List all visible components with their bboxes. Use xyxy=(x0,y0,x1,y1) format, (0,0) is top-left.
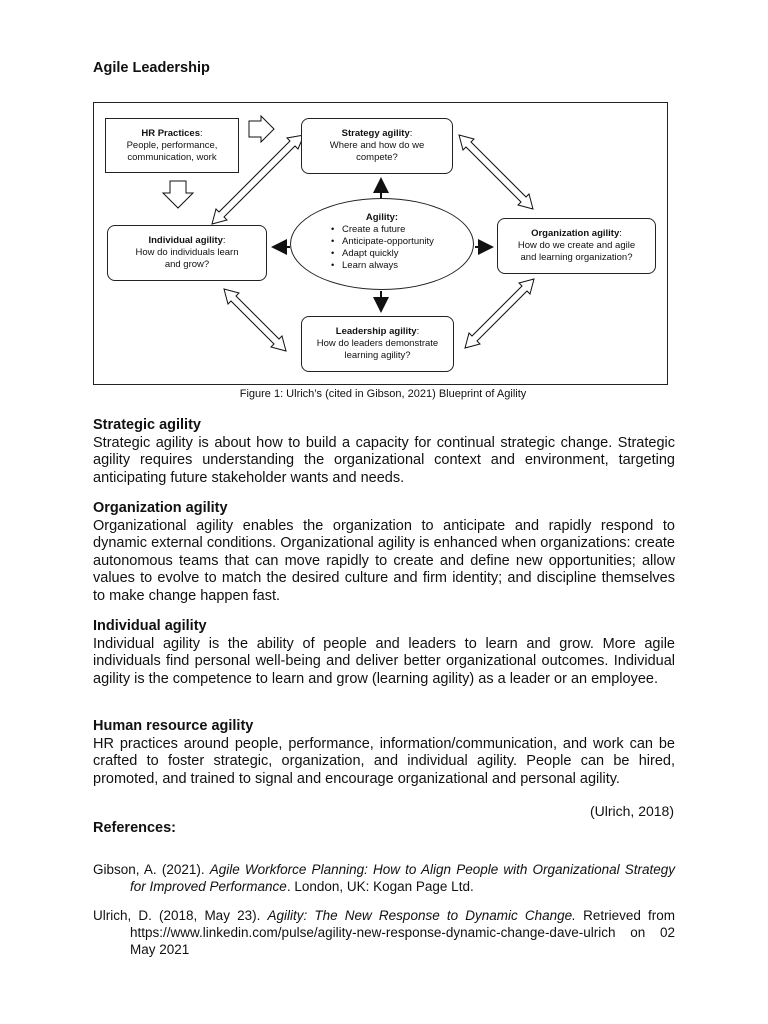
section-organization-agility xyxy=(93,500,675,605)
leadership-agility-title: Leadership agility xyxy=(335,326,417,337)
agility-blueprint-figure xyxy=(93,102,668,385)
source-citation: (Ulrich, 2018) xyxy=(589,803,674,819)
section-heading: Organization agility xyxy=(93,500,228,516)
section-body: Strategic agility is about how to build a capacity for continual strategic change. Strategic agility requires understanding the organizational context and environment, targeting anticipating future stakeholder wants and needs. xyxy=(93,434,675,486)
section-body: HR practices around people, performance, information/communication, and work can be crafted to foster strategic, organization, and individual agility. People can be hired, promoted, and trained to signal and encourage organizational and personal agility. xyxy=(93,735,675,787)
organization-agility-title: Organization agility xyxy=(531,228,620,239)
agility-core-item: • Create a future xyxy=(331,224,434,236)
individual-agility-line2: and grow? xyxy=(164,259,210,270)
individual-agility-title: Individual agility xyxy=(148,235,223,246)
reference-title: Agility: The New Response to Dynamic Change. xyxy=(267,908,576,923)
agility-core-item: • Adapt quickly xyxy=(331,248,434,260)
strategy-agility-line2: compete? xyxy=(356,152,398,163)
hr-practices-box: HR Practices: People, performance, communication, work xyxy=(105,118,239,173)
reference-post: . London, UK: Kogan Page Ltd. xyxy=(286,879,474,894)
strategy-agility-title: Strategy agility xyxy=(341,128,410,139)
section-strategic-agility xyxy=(93,417,675,487)
arrow-hr-to-individual xyxy=(163,181,193,208)
section-heading: Human resource agility xyxy=(93,718,254,734)
individual-agility-line1: How do individuals learn xyxy=(135,247,239,258)
organization-agility-box: Organization agility: How do we create and agile and learning organization? xyxy=(497,218,656,274)
section-body: Individual agility is the ability of people and leaders to learn and grow. More agile individuals find personal well-being and deliver better organizational outcomes. Individual agility is the competence to learn and grow (learning agility) as a leader or an employee. xyxy=(93,635,675,687)
section-hr-agility xyxy=(93,718,675,788)
hr-practices-line2: communication, work xyxy=(127,151,217,163)
leadership-agility-box: Leadership agility: How do leaders demonstrate learning agility? xyxy=(301,316,454,372)
agility-core-title: Agility: xyxy=(365,212,399,223)
agility-core-item: • Learn always xyxy=(331,260,434,272)
arrow-organization-leadership xyxy=(465,279,534,348)
reference-post: Retrieved from https://www.linkedin.com/pulse/agility-new-response-dynamic-change-dave-ulrich on 02 May 2021 xyxy=(130,908,675,957)
hr-practices-line1: People, performance, xyxy=(126,139,218,151)
strategy-agility-box: Strategy agility: Where and how do we compete? xyxy=(301,118,453,174)
leadership-agility-line2: learning agility? xyxy=(344,350,411,361)
arrow-individual-leadership xyxy=(224,289,286,351)
page-title: Agile Leadership xyxy=(93,60,210,76)
agility-core-ellipse xyxy=(290,198,474,290)
leadership-agility-line1: How do leaders demonstrate xyxy=(316,338,439,349)
figure-caption: Figure 1: Ulrich’s (cited in Gibson, 2021) Blueprint of Agility xyxy=(239,388,527,400)
individual-agility-box: Individual agility: How do individuals learn and grow? xyxy=(107,225,267,281)
section-body: Organizational agility enables the organization to anticipate and rapidly respond to dynamic external conditions. Organizational agility is enhanced when organizations: create autonomous teams that can move rapidly to create and define new opportunities; allow values to evolve to match the desired culture and firm identity; and discipline themselves to make change happen fast. xyxy=(93,517,675,604)
agility-core-list xyxy=(331,224,434,272)
arrow-hr-to-strategy xyxy=(249,116,274,142)
section-individual-agility xyxy=(93,618,675,688)
section-heading: Individual agility xyxy=(93,618,207,634)
strategy-agility-line1: Where and how do we xyxy=(329,140,425,151)
agility-core-item: • Anticipate-opportunity xyxy=(331,236,434,248)
reference-item xyxy=(93,907,675,958)
reference-item xyxy=(93,861,675,895)
section-heading: Strategic agility xyxy=(93,417,201,433)
organization-agility-line1: How do we create and agile xyxy=(517,240,636,251)
arrow-strategy-organization xyxy=(459,135,533,209)
references-heading: References: xyxy=(93,820,177,836)
reference-pre: Gibson, A. (2021). xyxy=(93,862,210,877)
hr-practices-title: HR Practices xyxy=(141,127,200,139)
organization-agility-line2: and learning organization? xyxy=(520,252,633,263)
reference-pre: Ulrich, D. (2018, May 23). xyxy=(93,908,268,923)
reference-title: Agile Workforce Planning: How to Align People with Organizational Strategy for Improved Performance xyxy=(130,862,676,894)
